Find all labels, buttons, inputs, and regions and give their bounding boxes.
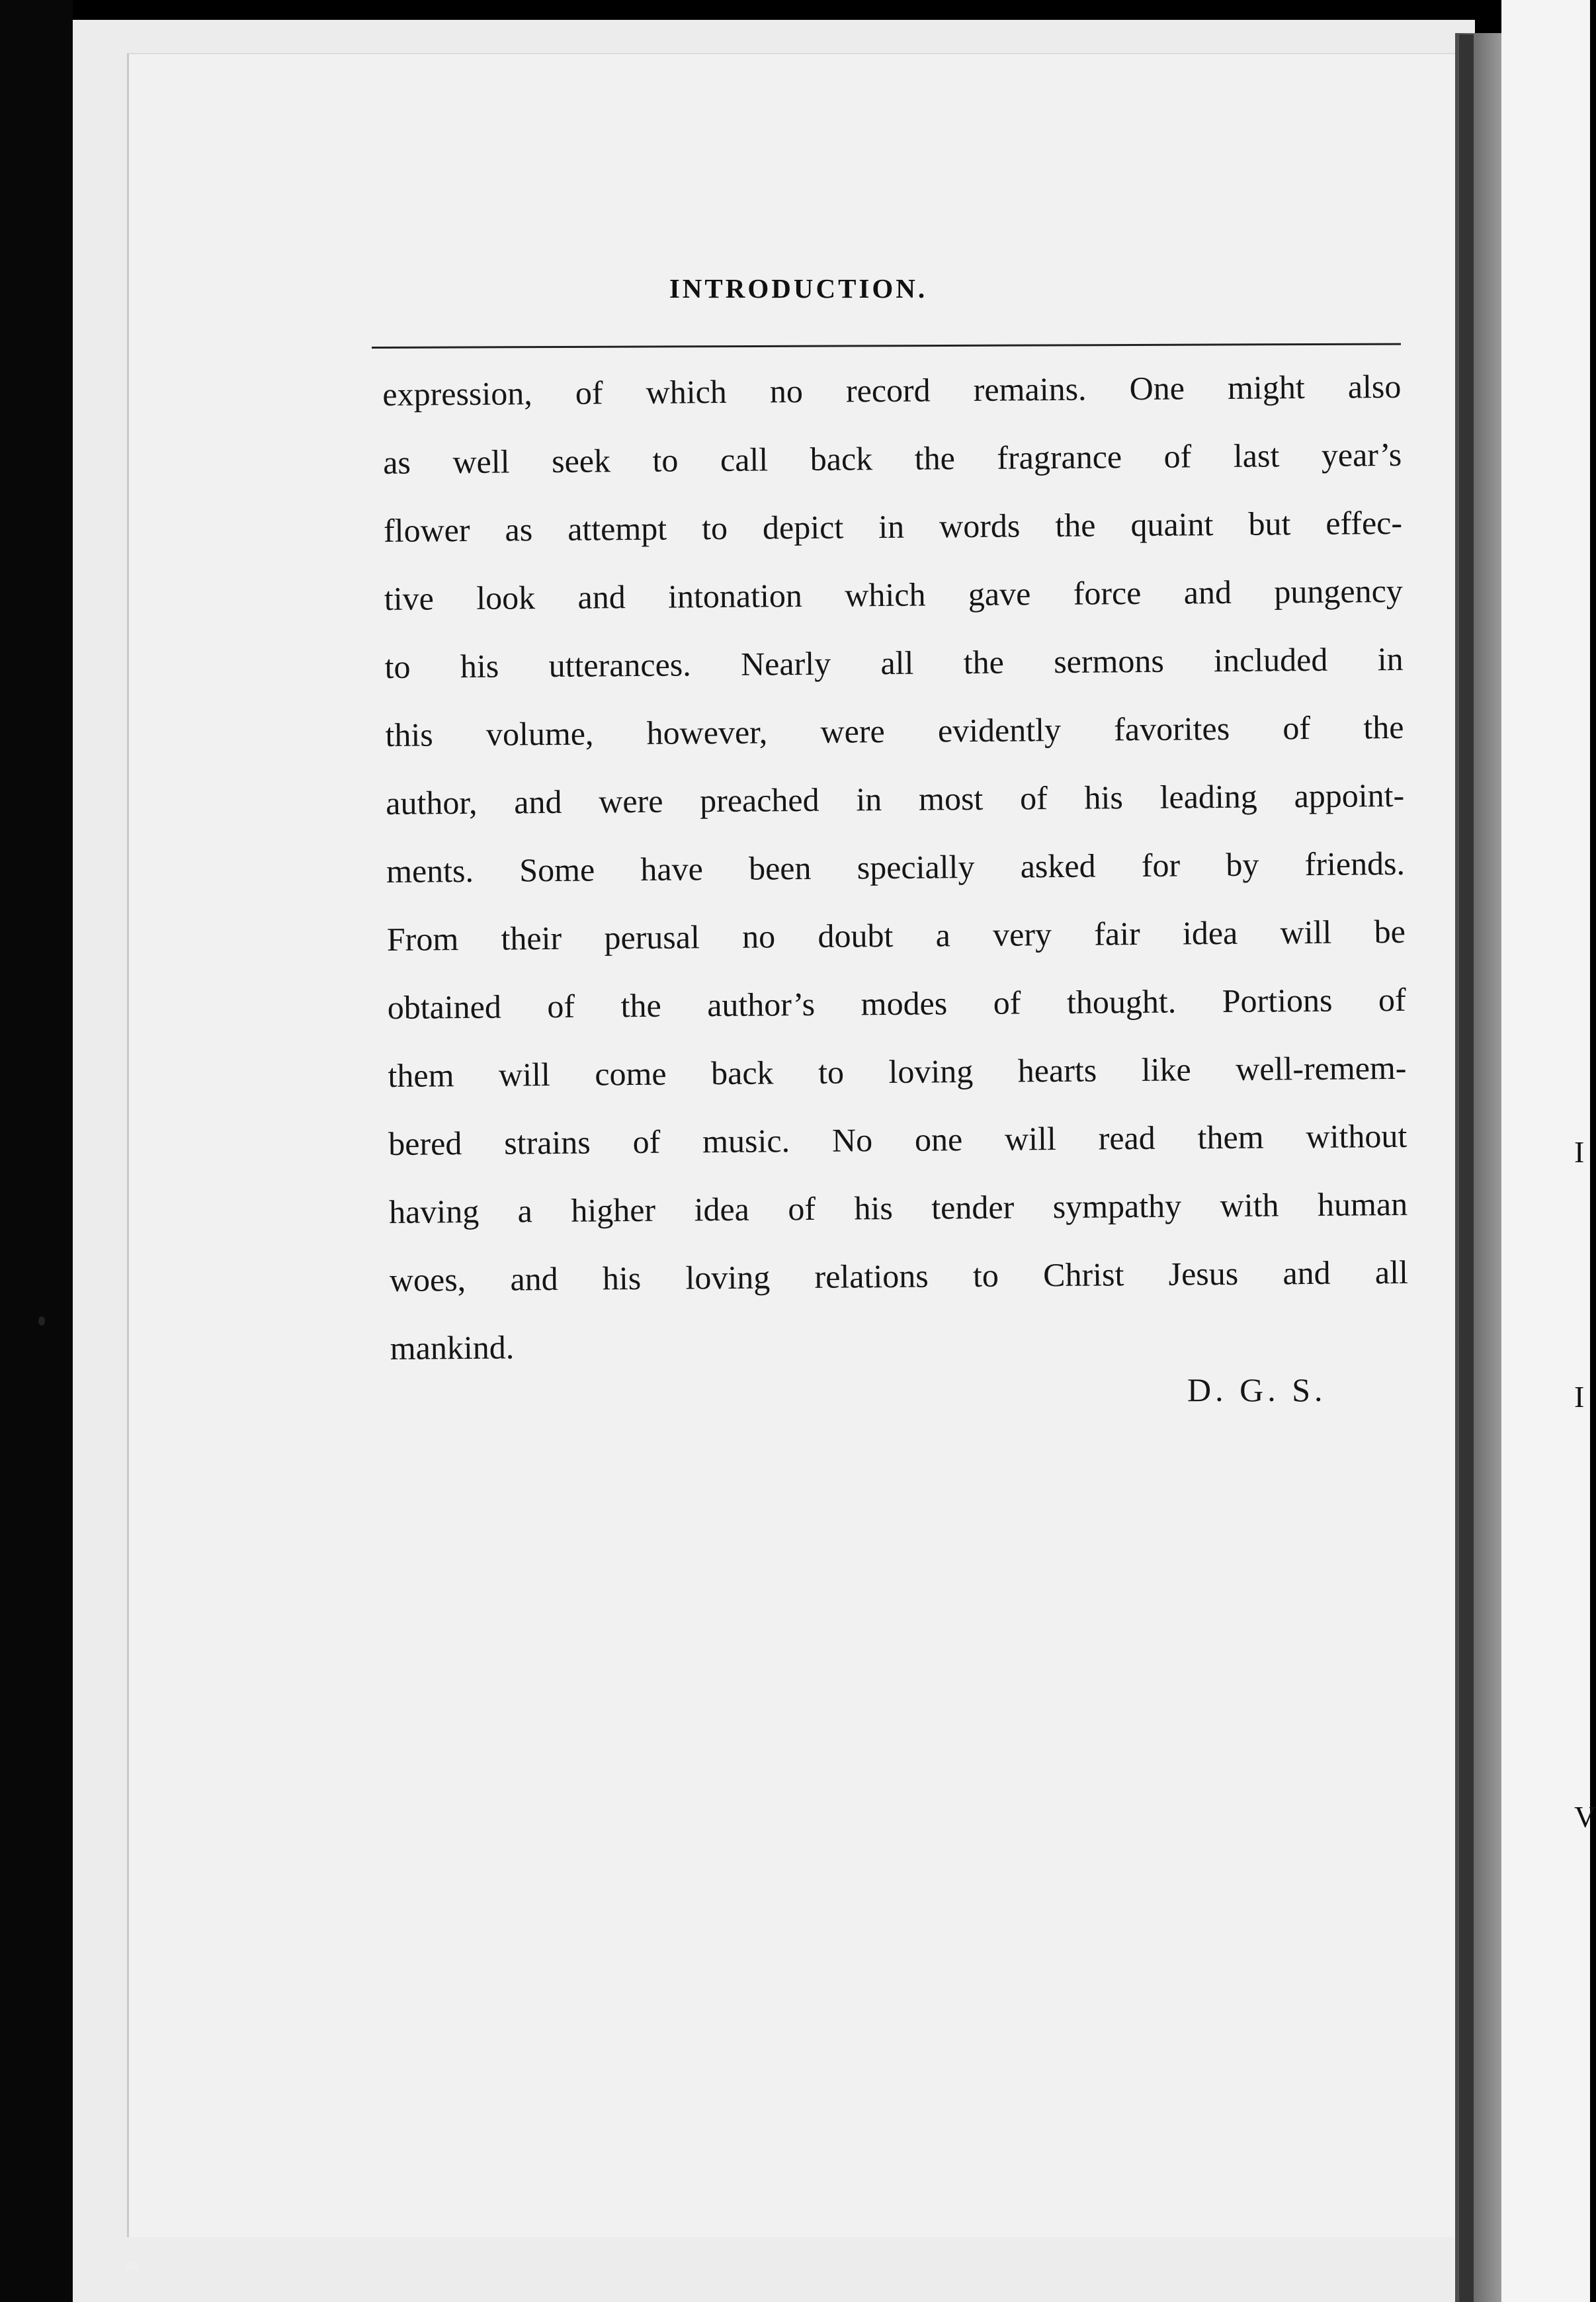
running-head (0, 273, 1590, 304)
text-line: author, and were preached in most of his leading appoint- (386, 776, 1405, 822)
text-line: obtained of the author’s modes of thought. Portions of (387, 980, 1406, 1026)
text-line: this volume, however, were evidently favorites of the (385, 708, 1404, 753)
body-text (382, 353, 1409, 1383)
text-line: mankind. (390, 1328, 515, 1367)
signature-initials: D. G. S. (1187, 1371, 1327, 1408)
text-line: bered strains of music. No one will read them without (388, 1117, 1407, 1162)
text-line: having a higher idea of his tender sympathy with human (388, 1185, 1408, 1230)
text-line: woes, and his loving relations to Christ Jesus and all (389, 1253, 1409, 1299)
facing-page-sliver (1501, 0, 1596, 2302)
text-line: tive look and intonation which gave force and pungency (384, 572, 1403, 617)
text-line: ments. Some have been specially asked for by friends. (386, 844, 1406, 890)
text-line: From their perusal no doubt a very fair idea will be (386, 912, 1406, 958)
facing-page-letter: V (1574, 1800, 1596, 1834)
scan-speck (126, 2262, 139, 2270)
running-head-text: INTRODUCTION. (669, 273, 928, 304)
text-line: expression, of which no record remains. One might also (382, 367, 1402, 413)
scan-left-margin (0, 0, 73, 2302)
text-line: them will come back to loving hearts like well-remem- (388, 1048, 1407, 1094)
facing-page-letter: I (1574, 1135, 1585, 1169)
text-line: to his utterances. Nearly all the sermons included in (384, 640, 1404, 685)
facing-page-letter: I (1574, 1380, 1585, 1414)
page-edge-dark (1459, 34, 1474, 2302)
text-line: flower as attempt to depict in words the quaint but effec- (383, 503, 1403, 549)
text-line: as well seek to call back the fragrance of last year’s (382, 435, 1402, 481)
scan-speck (38, 1316, 45, 1326)
